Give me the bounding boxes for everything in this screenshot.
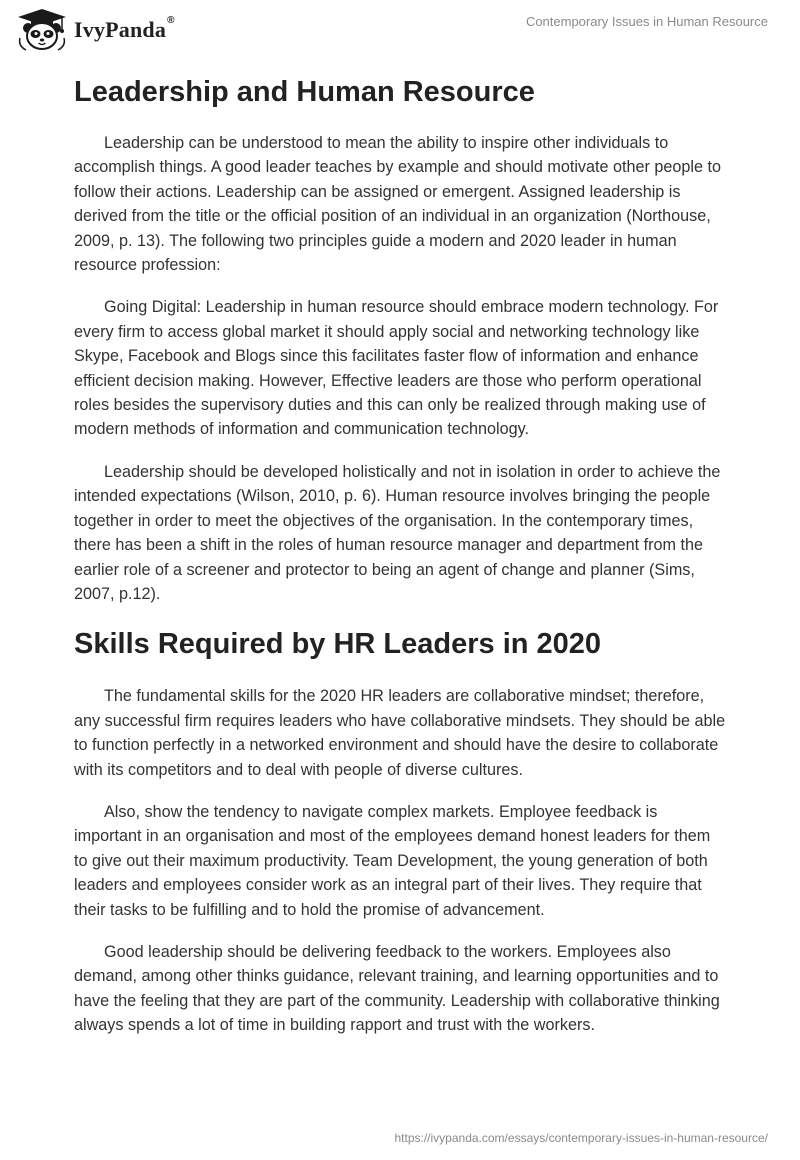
- section-heading: Skills Required by HR Leaders in 2020: [74, 628, 602, 661]
- brand-name: IvyPanda®: [74, 15, 175, 42]
- section-heading: Leadership and Human Resource: [74, 76, 535, 108]
- page-header: [0, 0, 800, 60]
- source-url[interactable]: https://ivypanda.com/essays/contemporary-issues-in-human-resource/: [394, 1131, 768, 1145]
- paragraph: Also, show the tendency to navigate complex markets. Employee feedback is important in an organisation and most of the employees demand honest leaders for them to give out their maximum productivity. Team Development, the young generation of both leaders and employees consider work as an integral part of their lives. They require that their tasks to be fulfilling and to hold the promise of advancement.: [74, 802, 711, 919]
- paragraph: The fundamental skills for the 2020 HR leaders are collaborative mindset; therefore, any successful firm requires leaders who have collaborative mindsets. They should be able to function perfectly in a networked environment and should have the desire to collaborate with its competitors and to deal with people of diverse cultures.: [74, 687, 726, 779]
- panda-graduate-icon: [14, 8, 70, 52]
- document-title: Contemporary Issues in Human Resource: [525, 14, 768, 29]
- paragraph: Leadership can be understood to mean the ability to inspire other individuals to accomplish things. A good leader teaches by example and should motivate other people to follow their actions. Leadership can be assigned or emergent. Assigned leadership is derived from the title or the official position of an individual in an organization (Northouse, 2009, p. 13). The following two principles guide a modern and 2020 leader in human resource profession:: [74, 134, 722, 275]
- logo[interactable]: [14, 8, 175, 52]
- paragraph: Leadership should be developed holistically and not in isolation in order to achieve the intended expectations (Wilson, 2010, p. 6). Human resource involves bringing the people together in order to meet the objectives of the organisation. In the contemporary times, there has been a shift in the roles of human resource manager and department from the earlier role of a screener and protector to being an agent of change and planner (Sims, 2007, p.12).: [74, 462, 721, 603]
- registered-mark: ®: [167, 15, 175, 26]
- paragraph: Going Digital: Leadership in human resource should embrace modern technology. For every firm to access global market it should apply social and networking technology like Skype, Facebook and Blogs since this facilitates faster flow of information and enhance efficient decision making. However, Effective leaders are those who perform operational roles besides the supervisory duties and this can only be realized through making use of modern methods of information and communication technology.: [74, 298, 719, 439]
- paragraph: Good leadership should be delivering feedback to the workers. Employees also demand, among other thinks guidance, relevant training, and learning opportunities and to have the feeling that they are part of the community. Leadership with collaborative thinking always spends a lot of time in building rapport and trust with the workers.: [74, 942, 720, 1035]
- article-body: [74, 70, 726, 1056]
